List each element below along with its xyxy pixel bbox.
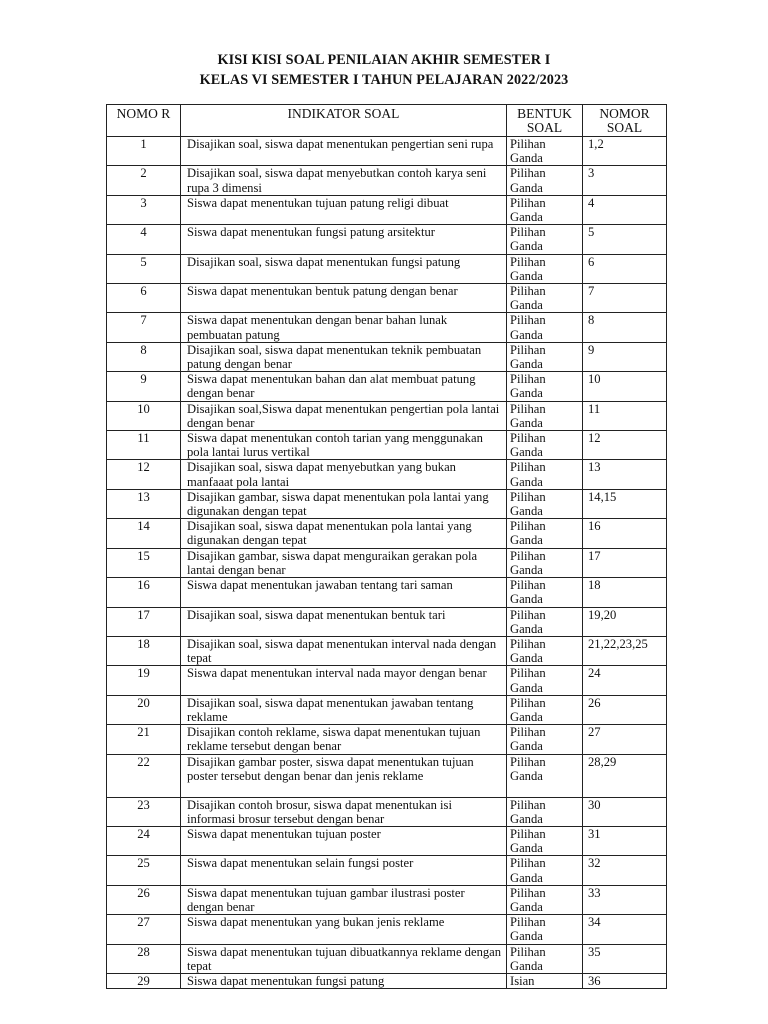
table-row [107, 460, 667, 489]
table-row [107, 944, 667, 973]
indikator-cell: Disajikan contoh brosur, siswa dapat menentukan isi informasi brosur tersebut dengan benar [181, 797, 507, 826]
table-row [107, 489, 667, 518]
table-row [107, 137, 667, 166]
indikator-cell: Siswa dapat menentukan tujuan gambar ilustrasi poster dengan benar [181, 885, 507, 914]
indikator-cell: Siswa dapat menentukan fungsi patung arsitektur [181, 225, 507, 254]
bentuk-soal-cell: Pilihan Ganda [507, 636, 583, 665]
row-number: 16 [107, 578, 181, 607]
nomor-soal-cell: 6 [583, 254, 667, 283]
bentuk-soal-cell: Pilihan Ganda [507, 826, 583, 855]
nomor-soal-cell: 27 [583, 725, 667, 754]
nomor-soal-cell: 5 [583, 225, 667, 254]
table-row [107, 225, 667, 254]
indikator-cell: Disajikan soal, siswa dapat menyebutkan contoh karya seni rupa 3 dimensi [181, 166, 507, 195]
nomor-soal-cell: 31 [583, 826, 667, 855]
bentuk-soal-cell: Pilihan Ganda [507, 137, 583, 166]
row-number: 26 [107, 885, 181, 914]
nomor-soal-cell: 9 [583, 342, 667, 371]
nomor-soal-cell: 4 [583, 195, 667, 224]
row-number: 13 [107, 489, 181, 518]
indikator-cell: Siswa dapat menentukan selain fungsi poster [181, 856, 507, 885]
bentuk-soal-cell: Pilihan Ganda [507, 313, 583, 342]
table-row [107, 401, 667, 430]
indikator-cell: Siswa dapat menentukan dengan benar bahan lunak pembuatan patung [181, 313, 507, 342]
indikator-cell: Siswa dapat menentukan yang bukan jenis reklame [181, 915, 507, 944]
nomor-soal-cell: 33 [583, 885, 667, 914]
nomor-soal-cell: 30 [583, 797, 667, 826]
nomor-soal-cell: 21,22,23,25 [583, 636, 667, 665]
indikator-cell: Disajikan soal, siswa dapat menentukan fungsi patung [181, 254, 507, 283]
nomor-soal-cell: 11 [583, 401, 667, 430]
row-number: 15 [107, 548, 181, 577]
table-row [107, 548, 667, 577]
kisi-kisi-table [106, 104, 667, 989]
table-row [107, 725, 667, 754]
table-row [107, 195, 667, 224]
row-number: 2 [107, 166, 181, 195]
row-number: 5 [107, 254, 181, 283]
indikator-cell: Siswa dapat menentukan bahan dan alat membuat patung dengan benar [181, 372, 507, 401]
table-row [107, 313, 667, 342]
nomor-soal-cell: 7 [583, 284, 667, 313]
indikator-cell: Disajikan soal,Siswa dapat menentukan pengertian pola lantai dengan benar [181, 401, 507, 430]
bentuk-soal-cell: Pilihan Ganda [507, 284, 583, 313]
bentuk-soal-cell: Pilihan Ganda [507, 695, 583, 724]
row-number: 9 [107, 372, 181, 401]
nomor-soal-cell: 36 [583, 973, 667, 988]
document-subtitle: KELAS VI SEMESTER I TAHUN PELAJARAN 2022/2023 [199, 72, 569, 88]
bentuk-soal-cell: Isian [507, 973, 583, 988]
nomor-soal-cell: 18 [583, 578, 667, 607]
nomor-soal-cell: 12 [583, 431, 667, 460]
row-number: 12 [107, 460, 181, 489]
table-row [107, 166, 667, 195]
indikator-cell: Disajikan soal, siswa dapat menentukan bentuk tari [181, 607, 507, 636]
row-number: 6 [107, 284, 181, 313]
table-row [107, 519, 667, 548]
table-row [107, 284, 667, 313]
bentuk-soal-cell: Pilihan Ganda [507, 254, 583, 283]
table-row [107, 885, 667, 914]
table-row [107, 342, 667, 371]
table-row [107, 856, 667, 885]
row-number: 27 [107, 915, 181, 944]
nomor-soal-cell: 14,15 [583, 489, 667, 518]
indikator-cell: Disajikan soal, siswa dapat menyebutkan yang bukan manfaaat pola lantai [181, 460, 507, 489]
indikator-cell: Siswa dapat menentukan tujuan dibuatkannya reklame dengan tepat [181, 944, 507, 973]
indikator-cell: Disajikan gambar, siswa dapat menentukan pola lantai yang digunakan dengan tepat [181, 489, 507, 518]
nomor-soal-cell: 3 [583, 166, 667, 195]
row-number: 22 [107, 754, 181, 797]
bentuk-soal-cell: Pilihan Ganda [507, 915, 583, 944]
indikator-cell: Siswa dapat menentukan fungsi patung [181, 973, 507, 988]
bentuk-soal-cell: Pilihan Ganda [507, 666, 583, 695]
table-row [107, 607, 667, 636]
nomor-soal-cell: 16 [583, 519, 667, 548]
row-number: 3 [107, 195, 181, 224]
header-nomor-soal: NOMOR SOAL [583, 105, 667, 137]
table-row [107, 636, 667, 665]
row-number: 29 [107, 973, 181, 988]
nomor-soal-cell: 32 [583, 856, 667, 885]
bentuk-soal-cell: Pilihan Ganda [507, 578, 583, 607]
row-number: 1 [107, 137, 181, 166]
row-number: 14 [107, 519, 181, 548]
table-row [107, 666, 667, 695]
header-nomor: NOMO R [107, 105, 181, 137]
table-row [107, 372, 667, 401]
indikator-cell: Siswa dapat menentukan jawaban tentang tari saman [181, 578, 507, 607]
nomor-soal-cell: 19,20 [583, 607, 667, 636]
nomor-soal-cell: 1,2 [583, 137, 667, 166]
row-number: 10 [107, 401, 181, 430]
row-number: 8 [107, 342, 181, 371]
indikator-cell: Siswa dapat menentukan tujuan poster [181, 826, 507, 855]
indikator-cell: Disajikan gambar poster, siswa dapat menentukan tujuan poster tersebut dengan benar dan jenis reklame [181, 754, 507, 797]
indikator-cell: Disajikan soal, siswa dapat menentukan teknik pembuatan patung dengan benar [181, 342, 507, 371]
indikator-cell: Disajikan soal, siswa dapat menentukan pola lantai yang digunakan dengan tepat [181, 519, 507, 548]
bentuk-soal-cell: Pilihan Ganda [507, 460, 583, 489]
nomor-soal-cell: 13 [583, 460, 667, 489]
indikator-cell: Disajikan contoh reklame, siswa dapat menentukan tujuan reklame tersebut dengan benar [181, 725, 507, 754]
bentuk-soal-cell: Pilihan Ganda [507, 548, 583, 577]
indikator-cell: Disajikan soal, siswa dapat menentukan jawaban tentang reklame [181, 695, 507, 724]
nomor-soal-cell: 10 [583, 372, 667, 401]
row-number: 7 [107, 313, 181, 342]
indikator-cell: Disajikan soal, siswa dapat menentukan pengertian seni rupa [181, 137, 507, 166]
table-row [107, 826, 667, 855]
bentuk-soal-cell: Pilihan Ganda [507, 797, 583, 826]
bentuk-soal-cell: Pilihan Ganda [507, 489, 583, 518]
table-row [107, 578, 667, 607]
indikator-cell: Disajikan soal, siswa dapat menentukan interval nada dengan tepat [181, 636, 507, 665]
bentuk-soal-cell: Pilihan Ganda [507, 725, 583, 754]
document-title: KISI KISI SOAL PENILAIAN AKHIR SEMESTER I [217, 52, 551, 68]
bentuk-soal-cell: Pilihan Ganda [507, 401, 583, 430]
table-header-row [107, 105, 667, 137]
table-row [107, 973, 667, 988]
table-row [107, 254, 667, 283]
bentuk-soal-cell: Pilihan Ganda [507, 519, 583, 548]
nomor-soal-cell: 24 [583, 666, 667, 695]
indikator-cell: Siswa dapat menentukan tujuan patung religi dibuat [181, 195, 507, 224]
bentuk-soal-cell: Pilihan Ganda [507, 195, 583, 224]
row-number: 20 [107, 695, 181, 724]
header-bentuk-soal: BENTUK SOAL [507, 105, 583, 137]
bentuk-soal-cell: Pilihan Ganda [507, 885, 583, 914]
row-number: 11 [107, 431, 181, 460]
indikator-cell: Siswa dapat menentukan interval nada mayor dengan benar [181, 666, 507, 695]
bentuk-soal-cell: Pilihan Ganda [507, 342, 583, 371]
nomor-soal-cell: 26 [583, 695, 667, 724]
bentuk-soal-cell: Pilihan Ganda [507, 856, 583, 885]
indikator-cell: Disajikan gambar, siswa dapat menguraikan gerakan pola lantai dengan benar [181, 548, 507, 577]
row-number: 24 [107, 826, 181, 855]
nomor-soal-cell: 8 [583, 313, 667, 342]
row-number: 4 [107, 225, 181, 254]
row-number: 25 [107, 856, 181, 885]
table-row [107, 797, 667, 826]
table-row [107, 431, 667, 460]
table-row [107, 915, 667, 944]
nomor-soal-cell: 35 [583, 944, 667, 973]
row-number: 18 [107, 636, 181, 665]
bentuk-soal-cell: Pilihan Ganda [507, 372, 583, 401]
row-number: 23 [107, 797, 181, 826]
header-indikator: INDIKATOR SOAL [181, 105, 507, 137]
nomor-soal-cell: 28,29 [583, 754, 667, 797]
table-row [107, 754, 667, 797]
table-body [107, 137, 667, 989]
bentuk-soal-cell: Pilihan Ganda [507, 944, 583, 973]
indikator-cell: Siswa dapat menentukan bentuk patung dengan benar [181, 284, 507, 313]
bentuk-soal-cell: Pilihan Ganda [507, 225, 583, 254]
nomor-soal-cell: 17 [583, 548, 667, 577]
row-number: 17 [107, 607, 181, 636]
bentuk-soal-cell: Pilihan Ganda [507, 166, 583, 195]
row-number: 19 [107, 666, 181, 695]
nomor-soal-cell: 34 [583, 915, 667, 944]
bentuk-soal-cell: Pilihan Ganda [507, 607, 583, 636]
indikator-cell: Siswa dapat menentukan contoh tarian yang menggunakan pola lantai lurus vertikal [181, 431, 507, 460]
row-number: 21 [107, 725, 181, 754]
table-row [107, 695, 667, 724]
row-number: 28 [107, 944, 181, 973]
bentuk-soal-cell: Pilihan Ganda [507, 754, 583, 797]
bentuk-soal-cell: Pilihan Ganda [507, 431, 583, 460]
